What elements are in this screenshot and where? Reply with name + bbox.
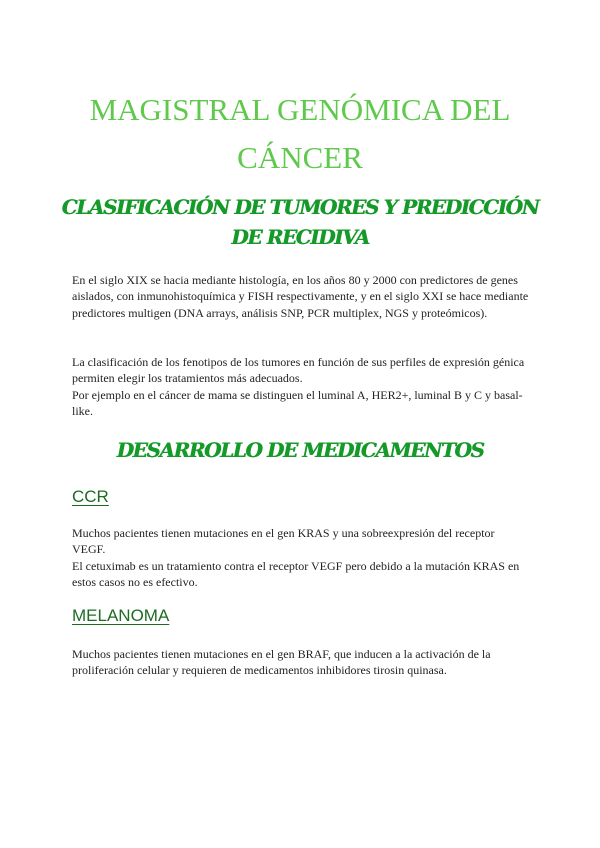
paragraph-line: El cetuximab es un tratamiento contra el receptor VEGF pero debido a la mutación KRAS en estos casos no es efectivo. [72, 558, 520, 589]
page-title: MAGISTRAL GENÓMICA DEL CÁNCER [89, 92, 511, 175]
section-heading-clasificacion: CLASIFICACIÓN DE TUMORES Y PREDICCIÓN DE RECIDIVA [61, 195, 539, 249]
paragraph-line: Muchos pacientes tienen mutaciones en el gen KRAS y una sobreexpresión del receptor VEGF. [72, 526, 495, 557]
paragraph-line: La clasificación de los fenotipos de los tumores en función de sus perfiles de expresión génica permiten elegir los tratamientos más adecuados. [72, 355, 525, 386]
subheading-ccr: CCR [72, 487, 109, 506]
paragraph-ccr [72, 525, 530, 590]
paragraph-historia-clasificacion: En el siglo XIX se hacia mediante histología, en los años 80 y 2000 con predictores de genes aislados, con inmunohistoquímica y FISH respectivamente, y en el siglo XXI se hace mediante predictores multigen (DNA arrays, análisis SNP, PCR multiplex, NGS y proteómicos). [72, 273, 529, 320]
section-heading-desarrollo: DESARROLLO DE MEDICAMENTOS [116, 438, 484, 462]
paragraph-melanoma: Muchos pacientes tienen mutaciones en el gen BRAF, que inducen a la activación de la proliferación celular y requieren de medicamentos inhibidores tirosin quinasa. [72, 647, 491, 678]
paragraph-line: Por ejemplo en el cáncer de mama se distinguen el luminal A, HER2+, luminal B y C y basal-like. [72, 387, 523, 418]
subheading-melanoma: MELANOMA [72, 606, 170, 625]
paragraph-fenotipos [72, 354, 530, 419]
